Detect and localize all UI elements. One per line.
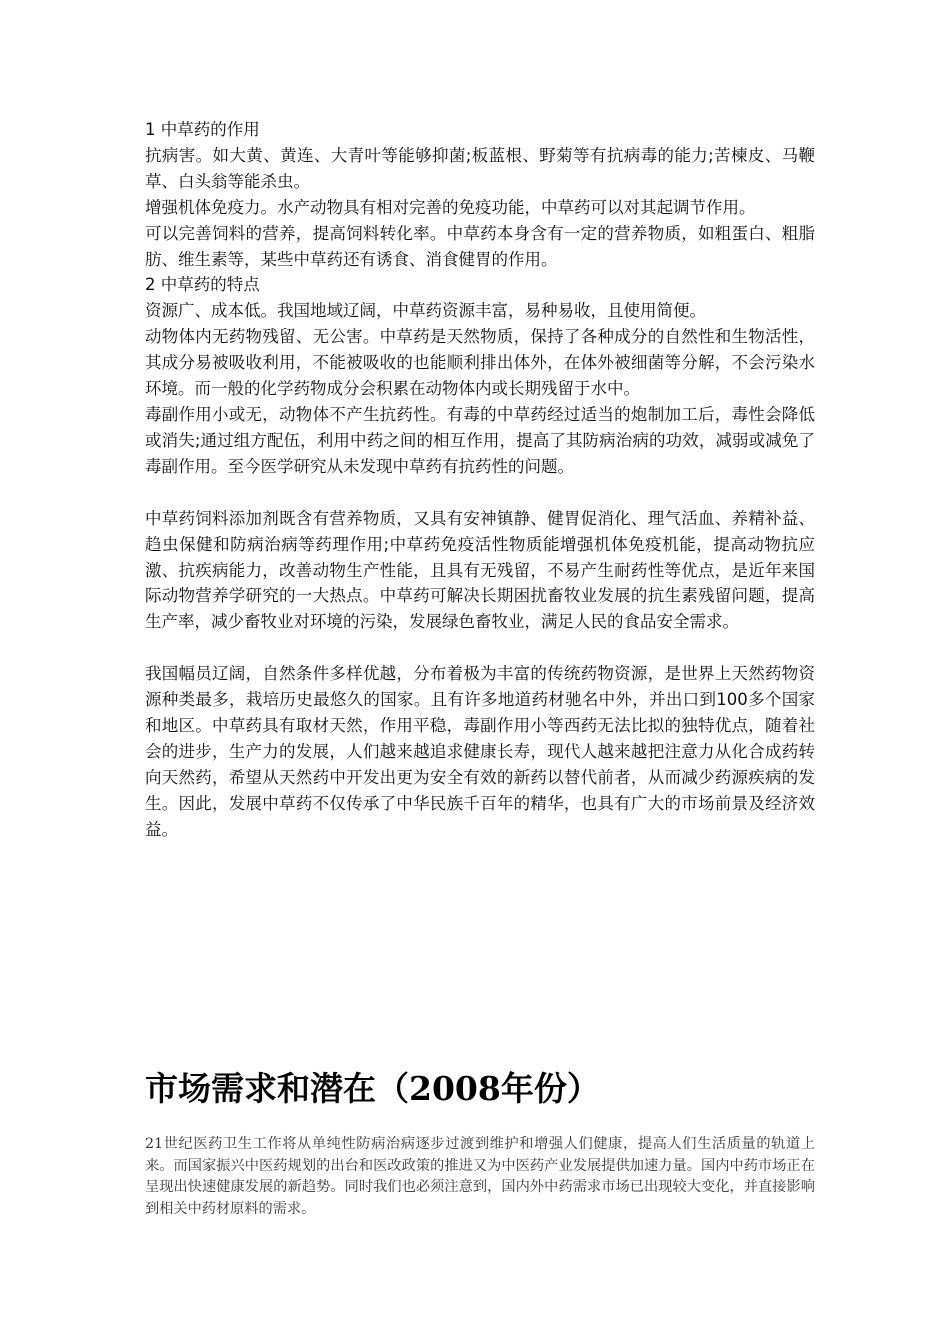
- paragraph-spacer: [145, 635, 815, 661]
- market-intro-paragraph: 21世纪医药卫生工作将从单纯性防病治病逐步过渡到维护和增强人们健康，提高人们生活质量的轨道上来。而国家振兴中医药规划的出台和医改政策的推进又为中医药产业发展提供加速力量。国内中药市场正在呈现出快速健康发展的新趋势。同时我们也必须注意到，国内外中药需求市场已出现较大变化，并直接影响到相关中药材原料的需求。: [145, 1136, 815, 1217]
- feature-item-low-toxicity: 毒副作用小或无，动物体不产生抗药性。有毒的中草药经过适当的炮制加工后，毒性会降低或消失;通过组方配伍，利用中药之间的相互作用，提高了其防病治病的功效，减弱或减免了毒副作用。至今医学研究从未发现中草药有抗药性的问题。: [145, 404, 815, 476]
- document-body: [145, 117, 815, 843]
- effect-item-disease: 抗病害。如大黄、黄连、大青叶等能够抑菌;板蓝根、野菊等有抗病毒的能力;苦楝皮、马鞭草、白头翁等能杀虫。: [145, 145, 815, 191]
- feature-item-no-residue: 动物体内无药物残留、无公害。中草药是天然物质，保持了各种成分的自然性和生物活性，其成分易被吸收利用，不能被吸收的也能顺利排出体外，在体外被细菌等分解，不会污染水环境。而一般的化学药物成分会积累在动物体内或长期残留于水中。: [145, 327, 815, 399]
- market-heading: 市场需求和潜在（2008年份）: [145, 1069, 600, 1108]
- feature-item-resources: 资源广、成本低。我国地域辽阔，中草药资源丰富，易种易收，且使用简便。: [145, 301, 706, 321]
- section-title-features: 2 中草药的特点: [145, 275, 260, 295]
- paragraph-resources: 我国幅员辽阔，自然条件多样优越，分布着极为丰富的传统药物资源，是世界上天然药物资源种类最多，栽培历史最悠久的国家。且有许多地道药材驰名中外，并出口到100多个国家和地区。中草药具有取材天然，作用平稳，毒副作用小等西药无法比拟的独特优点，随着社会的进步，生产力的发展，人们越来越追求健康长寿，现代人越来越把注意力从化合成药转向天然药，希望从天然药中开发出更为安全有效的新药以替代前者，从而减少药源疾病的发生。因此，发展中草药不仅传承了中华民族千百年的精华，也具有广大的市场前景及经济效益。: [145, 664, 815, 839]
- paragraph-spacer: [145, 480, 815, 506]
- effect-item-immunity: 增强机体免疫力。水产动物具有相对完善的免疫功能，中草药可以对其起调节作用。: [145, 197, 756, 217]
- section-title-effects: 1 中草药的作用: [145, 120, 260, 139]
- paragraph-feed-additive: 中草药饲料添加剂既含有营养物质，又具有安神镇静、健胃促消化、理气活血、养精补益、趋虫保健和防病治病等药理作用;中草药免疫活性物质能增强机体免疫机能，提高动物抗应激、抗疾病能力，改善动物生产性能，且具有无残留，不易产生耐药性等优点，是近年来国际动物营养学研究的一大热点。中草药可解决长期困扰畜牧业发展的抗生素残留问题，提高生产率，减少畜牧业对环境的污染，发展绿色畜牧业，满足人民的食品安全需求。: [145, 508, 815, 632]
- effect-item-nutrition: 可以完善饲料的营养，提高饲料转化率。中草药本身含有一定的营养物质，如粗蛋白、粗脂肪、维生素等，某些中草药还有诱食、消食健胃的作用。: [145, 223, 815, 269]
